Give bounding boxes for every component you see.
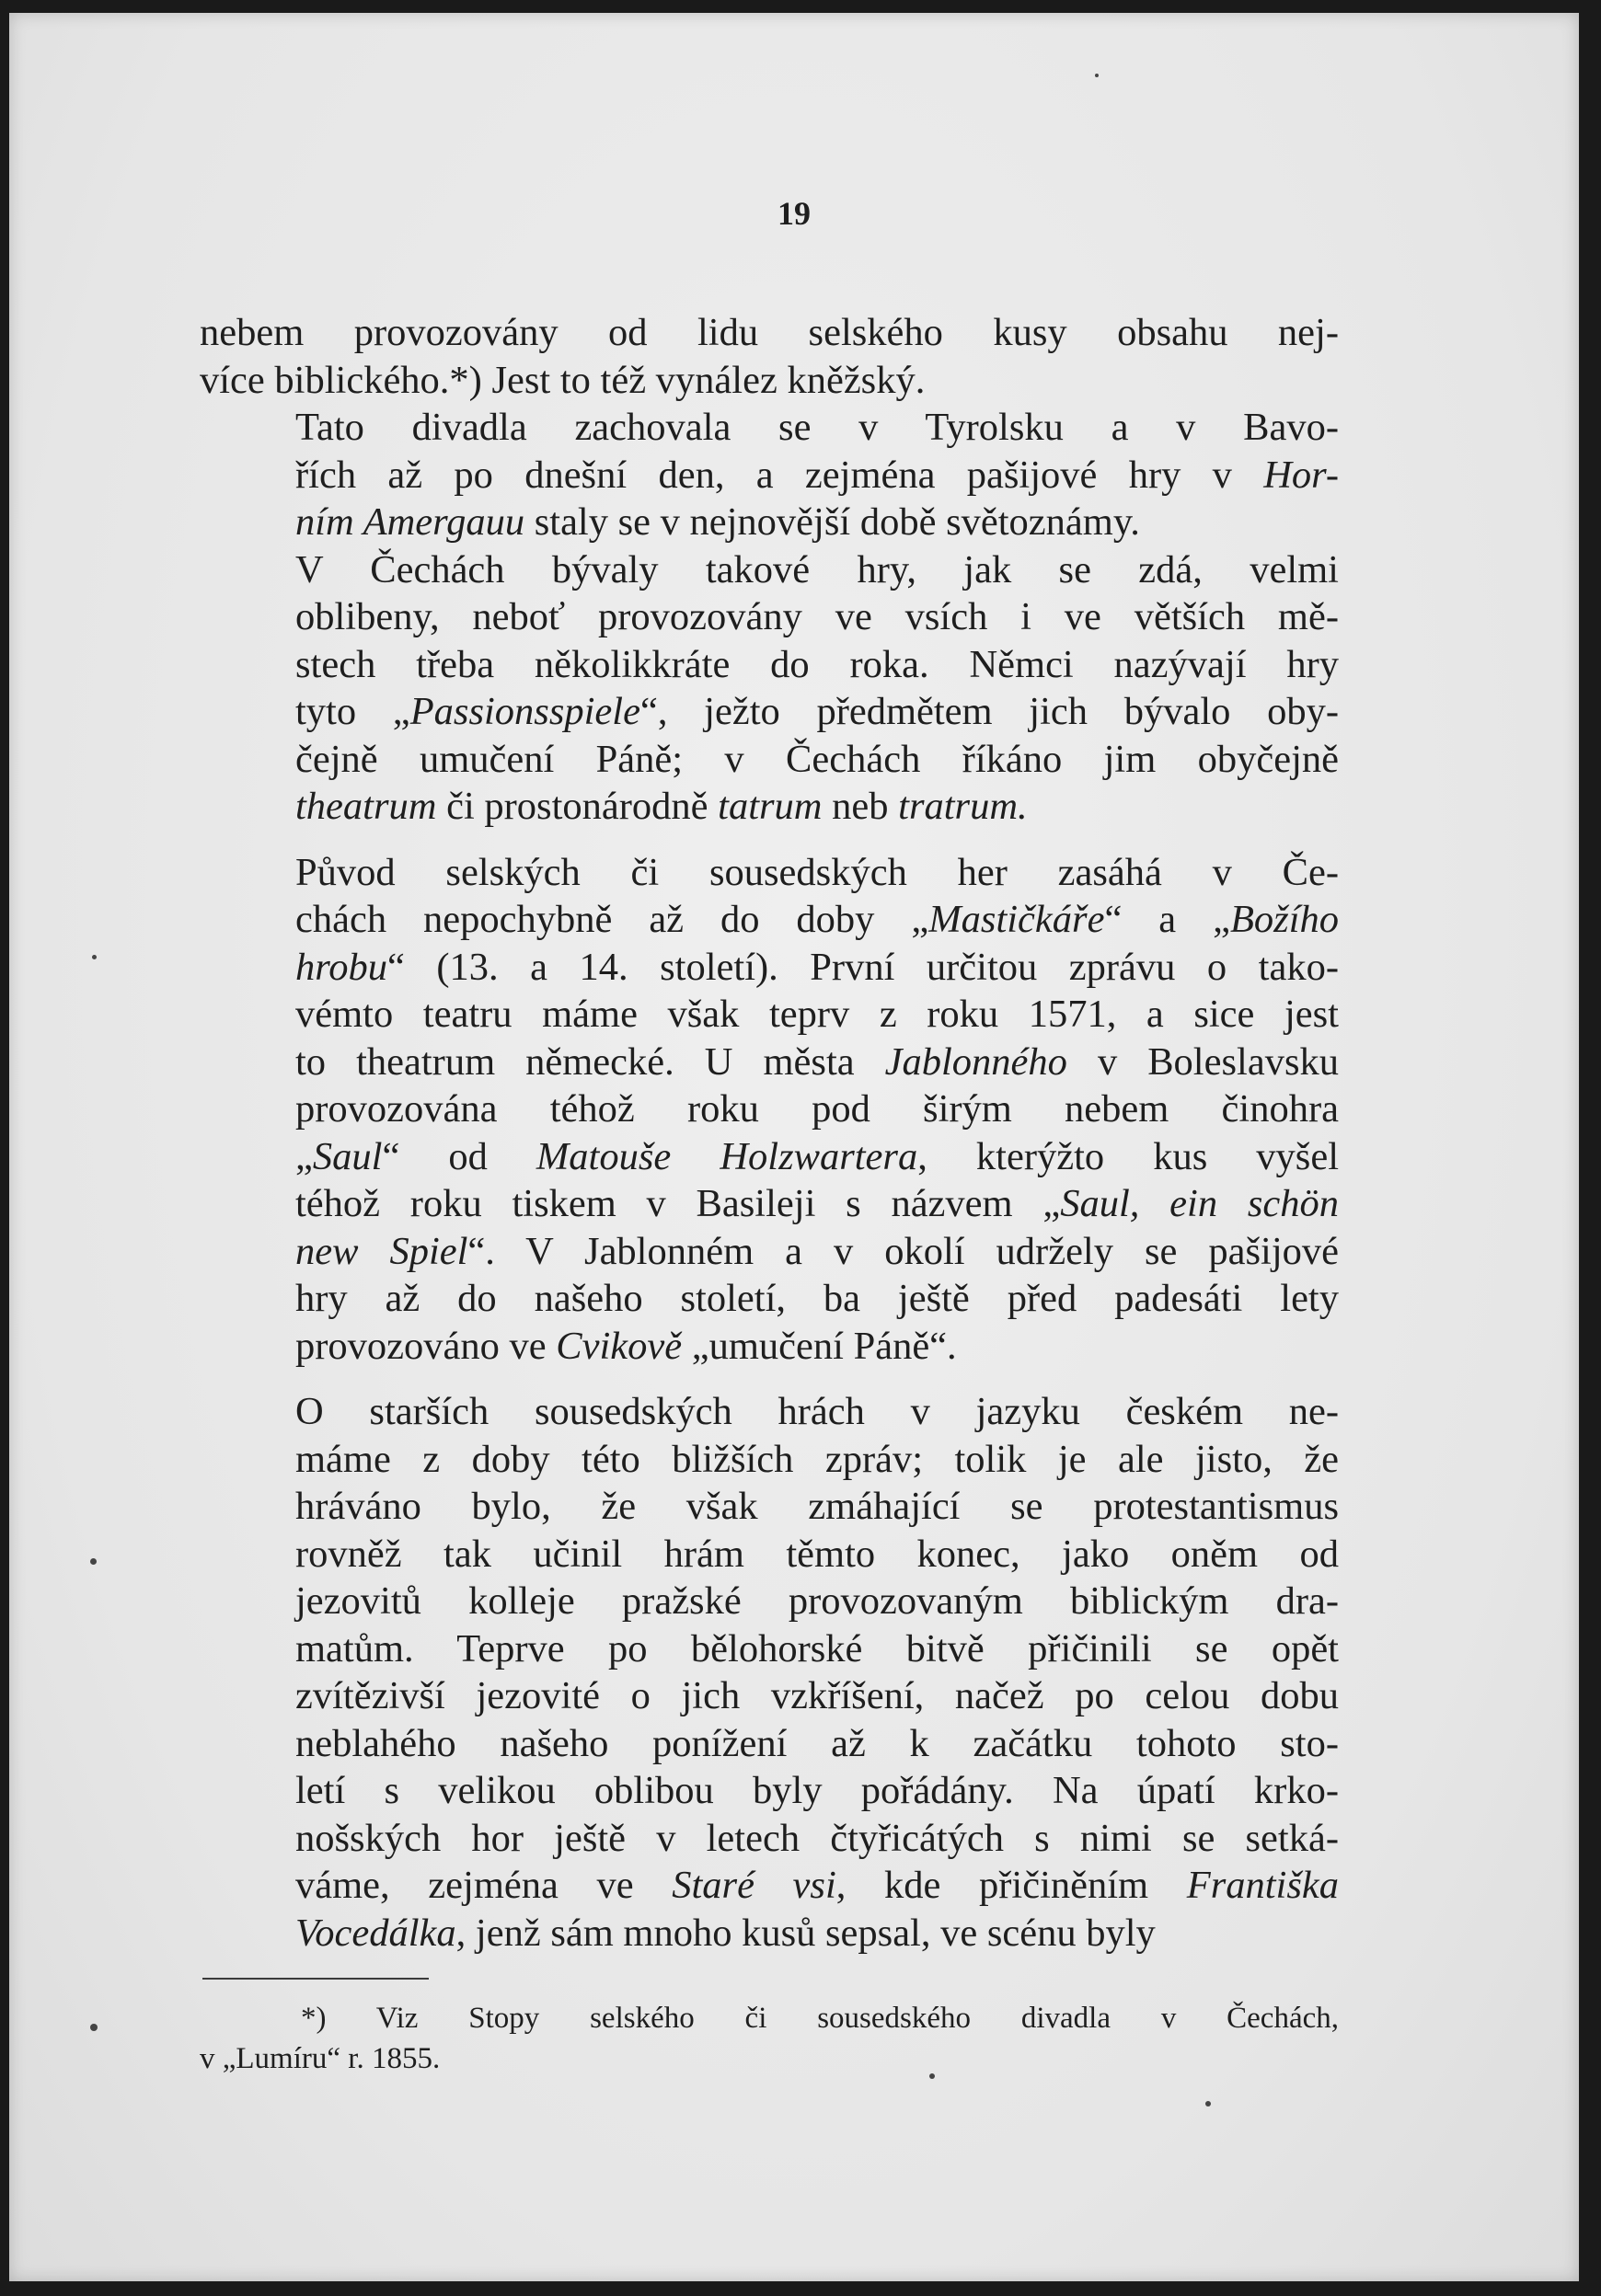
text-line	[200, 1133, 1339, 1181]
text-run: více biblického.*) Jest to též vynález kněžský.	[200, 358, 926, 402]
text-run: nošských hor ještě v letech čtyřicátých s nimi se setká-	[295, 1816, 1339, 1860]
paragraph	[200, 1388, 1339, 1957]
italic-run: Jablonného	[884, 1039, 1067, 1084]
text-run: „umučení Páně“.	[682, 1324, 957, 1368]
italic-run: Božího	[1229, 898, 1339, 941]
text-line	[200, 452, 1339, 499]
text-line	[200, 593, 1339, 641]
footnote-rule	[202, 1978, 429, 1980]
text-run: vémto teatru máme však teprv z roku 1571, a sice jest	[295, 993, 1339, 1036]
text-line	[200, 499, 1339, 546]
text-run: nebem provozovány od lidu selského kusy obsahu nej-	[200, 311, 1339, 354]
text-run: , jenž sám mnoho kusů sepsal, ve scénu byly	[455, 1911, 1156, 1955]
text-run: čejně umučení Páně; v Čechách říkáno jim obyčejně	[295, 737, 1339, 781]
text-line	[200, 641, 1339, 689]
scan-speck	[1095, 74, 1099, 77]
text-line	[200, 357, 1339, 405]
text-run: neblahého našeho ponížení až k začátku tohoto sto-	[295, 1721, 1339, 1765]
text-line	[200, 404, 1339, 452]
italic-run: Matouše Holzwartera	[536, 1134, 918, 1178]
text-run: „	[295, 1134, 313, 1178]
italic-run: ním Amergauu	[295, 500, 525, 544]
italic-run: Saul, ein schön	[1060, 1182, 1339, 1225]
text-run: provozováno ve	[295, 1324, 557, 1368]
text-run: hry až do našeho století, ba ještě před padesáti lety	[295, 1277, 1339, 1320]
text-line	[200, 736, 1339, 784]
italic-run: Passionsspiele	[409, 690, 640, 733]
italic-run: Cvikově	[556, 1324, 683, 1368]
text-run: váme, zejména ve	[295, 1864, 673, 1907]
page-number: 19	[777, 195, 811, 232]
text-run: “ (13. a 14. století). První určitou zprávu o tako-	[386, 945, 1339, 989]
text-run: , kterýžto kus vyšel	[917, 1134, 1339, 1178]
text-run: , kde přičiněním	[835, 1864, 1187, 1907]
text-run: téhož roku tiskem v Basileji s názvem „	[295, 1182, 1061, 1225]
text-line	[200, 546, 1339, 594]
text-run: “ od	[382, 1134, 536, 1178]
footnote-line: v „Lumíru“ r. 1855.	[200, 2042, 441, 2075]
text-line	[200, 944, 1339, 992]
italic-run: Hor-	[1263, 453, 1339, 497]
text-line	[200, 1625, 1339, 1673]
text-run: stech třeba několikkráte do roka. Němci nazývají hry	[295, 642, 1339, 686]
scan-speck	[90, 2024, 98, 2031]
text-line	[200, 1275, 1339, 1323]
text-line	[200, 896, 1339, 944]
scan-speck	[929, 2073, 935, 2079]
text-run: rovněž tak učinil hrám těmto konec, jako oněm od	[295, 1532, 1339, 1576]
italic-run: tatrum	[718, 785, 823, 828]
text-line	[200, 1388, 1339, 1436]
text-line	[200, 1815, 1339, 1863]
text-run: “. V Jablonném a v okolí udržely se pašijové	[467, 1229, 1339, 1273]
text-run: či prostonárodně	[436, 785, 719, 828]
text-line	[200, 783, 1339, 831]
body-text	[200, 309, 1339, 1957]
text-run: provozována téhož roku pod širým nebem činohra	[295, 1087, 1339, 1131]
scan-speck	[92, 955, 97, 959]
italic-run: Mastičkáře	[928, 898, 1105, 941]
paragraph	[200, 546, 1339, 831]
text-run: Tato divadla zachovala se v Tyrolsku a v Bavo-	[295, 406, 1339, 449]
text-line	[200, 1767, 1339, 1815]
text-run: Původ selských či sousedských her zasáhá v Če-	[295, 850, 1339, 894]
italic-run: theatrum	[295, 785, 437, 828]
text-line	[200, 1039, 1339, 1086]
text-run: v Boleslavsku	[1066, 1039, 1339, 1084]
text-run: O starších sousedských hrách v jazyku českém ne-	[295, 1390, 1339, 1433]
text-line	[200, 1720, 1339, 1768]
italic-run: Staré vsi	[672, 1864, 836, 1907]
text-line	[200, 1910, 1339, 1957]
text-run: máme z doby této bližších zpráv; tolik je ale jisto, že	[295, 1437, 1339, 1481]
text-line	[200, 1228, 1339, 1276]
text-run: “, ježto předmětem jich bývalo oby-	[639, 690, 1339, 733]
text-run: “ a „	[1104, 898, 1230, 941]
text-run: staly se v nejnovější době světoznámy.	[524, 500, 1140, 544]
text-line	[200, 1085, 1339, 1133]
paragraph	[200, 309, 1339, 404]
text-run: oblibeny, neboť provozovány ve vsích i ve větších mě-	[295, 595, 1339, 638]
text-run: V Čechách bývaly takové hry, jak se zdá, velmi	[295, 547, 1339, 591]
text-line	[200, 991, 1339, 1039]
text-line	[200, 1531, 1339, 1578]
text-line	[200, 849, 1339, 897]
footnote	[200, 1998, 1339, 2079]
text-line	[200, 309, 1339, 357]
text-run: řích až po dnešní den, a zejména pašijové hry v	[295, 453, 1264, 497]
text-run: zvítězivší jezovité o jich vzkříšení, načež po celou dobu	[295, 1674, 1339, 1717]
text-run: neb	[822, 785, 899, 828]
italic-run: tratrum.	[898, 785, 1028, 828]
text-line	[200, 1180, 1339, 1228]
text-line	[200, 1323, 1339, 1371]
paragraph	[200, 849, 1339, 1371]
text-line	[200, 1578, 1339, 1625]
italic-run: hrobu	[295, 945, 387, 989]
italic-run: new Spiel	[295, 1229, 468, 1273]
scan-speck	[90, 1558, 97, 1565]
text-run: hráváno bylo, že však zmáhající se protestantismus	[295, 1485, 1339, 1528]
text-line	[200, 1483, 1339, 1531]
text-run: tyto „	[295, 690, 410, 733]
text-run: chách nepochybně až do doby „	[295, 898, 929, 941]
text-line	[200, 1862, 1339, 1910]
text-run: to theatrum německé. U města	[295, 1039, 885, 1084]
scanned-page	[9, 13, 1579, 2281]
italic-run: Františka	[1186, 1864, 1340, 1907]
footnote-line: *) Viz Stopy selského či sousedského divadla v Čechách,	[301, 2002, 1339, 2035]
text-line	[200, 1436, 1339, 1484]
text-run: matům. Teprve po bělohorské bitvě přičinili se opět	[295, 1626, 1339, 1670]
paragraph	[200, 404, 1339, 546]
scan-speck	[1205, 2101, 1211, 2107]
text-line	[200, 1672, 1339, 1720]
italic-run: Saul	[312, 1134, 383, 1178]
text-line	[200, 688, 1339, 736]
text-run: jezovitů kolleje pražské provozovaným biblickým dra-	[295, 1579, 1339, 1623]
italic-run: Vocedálka	[295, 1911, 456, 1955]
text-run: letí s velikou oblibou byly pořádány. Na úpatí krko-	[295, 1769, 1339, 1812]
